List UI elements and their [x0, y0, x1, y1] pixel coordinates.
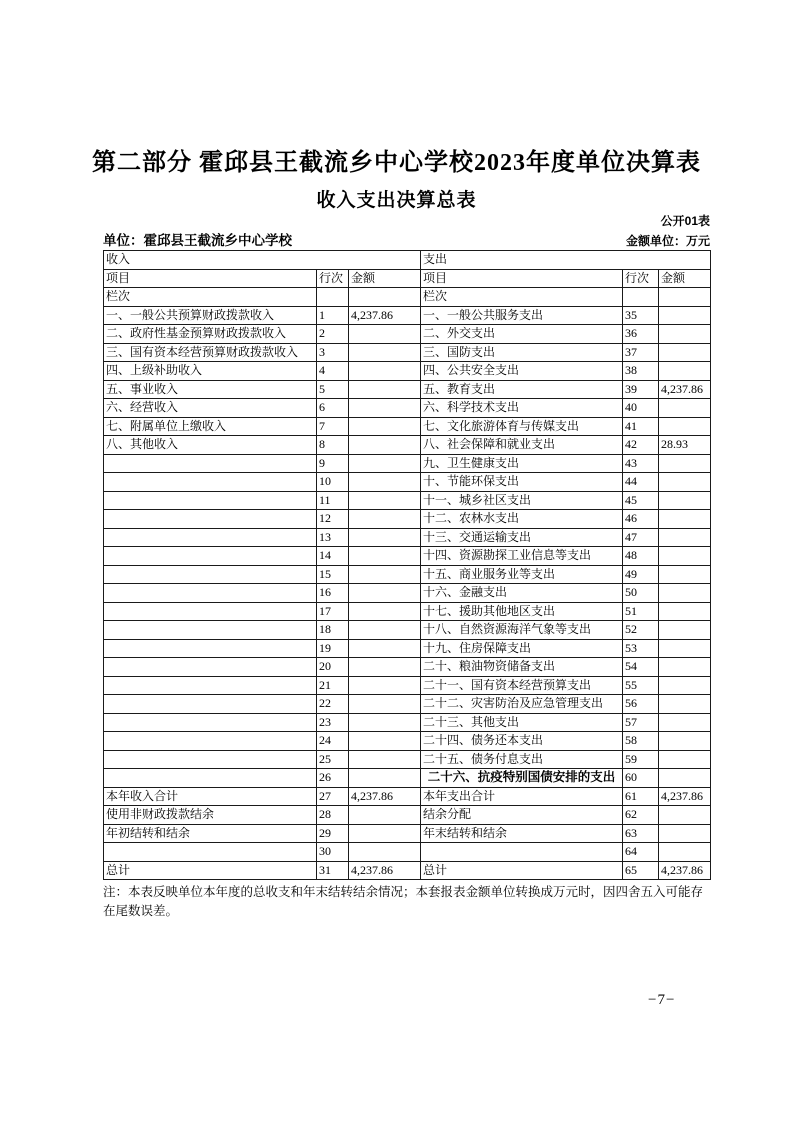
expense-line-cell: 56: [623, 695, 659, 714]
table-row: [104, 454, 711, 473]
table-row: [104, 325, 711, 344]
table-body: [104, 306, 711, 880]
income-line-cell: 7: [317, 417, 349, 436]
expense-amount-cell: [659, 454, 711, 473]
income-item-cell: 一、一般公共预算财政拨款收入: [104, 306, 317, 325]
expense-amount-cell: [659, 473, 711, 492]
income-item-cell: [104, 547, 317, 566]
unit-name: 单位：霍邱县王截流乡中心学校: [103, 233, 292, 248]
income-amount-cell: [349, 584, 421, 603]
expense-line-cell: 38: [623, 362, 659, 381]
income-line-cell: 22: [317, 695, 349, 714]
table-row: [104, 547, 711, 566]
income-item-cell: [104, 843, 317, 862]
income-item-cell: 四、上级补助收入: [104, 362, 317, 381]
expense-item-header: 项目: [421, 269, 623, 288]
expense-amount-cell: [659, 713, 711, 732]
income-line-cell: 10: [317, 473, 349, 492]
page-number: −7−: [648, 992, 676, 1008]
income-amount-cell: [349, 491, 421, 510]
expense-amount-cell: [659, 510, 711, 529]
footnote: 注：本表反映单位本年度的总收支和年末结转结余情况；本套报表金额单位转换成万元时，因四舍五入可能存在尾数误差。: [103, 885, 704, 918]
income-item-cell: 五、事业收入: [104, 380, 317, 399]
table-row: [104, 380, 711, 399]
income-amount-cell: [349, 565, 421, 584]
table-row: [104, 713, 711, 732]
expense-amount-cell: [659, 732, 711, 751]
table-row: [104, 510, 711, 529]
income-amount-cell: [349, 621, 421, 640]
income-line-cell: 19: [317, 639, 349, 658]
expense-item-cell: 总计: [421, 861, 623, 880]
table-code: 公开01表: [660, 214, 710, 228]
expense-line-cell: 53: [623, 639, 659, 658]
income-line-cell: 5: [317, 380, 349, 399]
expense-amount-cell: [659, 750, 711, 769]
expense-amount-cell: [659, 843, 711, 862]
income-amount-cell: [349, 473, 421, 492]
expense-amount-cell: [659, 491, 711, 510]
income-item-cell: [104, 510, 317, 529]
income-item-cell: [104, 639, 317, 658]
expense-line-cell: 39: [623, 380, 659, 399]
table-row: [104, 658, 711, 677]
expense-item-cell: 二十四、债务还本支出: [421, 732, 623, 751]
income-amount-cell: 4,237.86: [349, 306, 421, 325]
table-row: [104, 473, 711, 492]
income-band-line-cell: [317, 288, 349, 307]
income-band-label: 栏次: [104, 288, 317, 307]
table-row: [104, 787, 711, 806]
expense-line-cell: 48: [623, 547, 659, 566]
expense-item-cell: 十九、住房保障支出: [421, 639, 623, 658]
expense-amount-cell: [659, 325, 711, 344]
expense-item-cell: 四、公共安全支出: [421, 362, 623, 381]
income-item-cell: 三、国有资本经营预算财政拨款收入: [104, 343, 317, 362]
page-title: 第二部分 霍邱县王截流乡中心学校2023年度单位决算表: [92, 150, 701, 176]
expense-item-cell: 七、文化旅游体育与传媒支出: [421, 417, 623, 436]
expense-item-cell: 二十、粮油物资储备支出: [421, 658, 623, 677]
expense-line-cell: 59: [623, 750, 659, 769]
expense-item-cell: 一、一般公共服务支出: [421, 306, 623, 325]
expense-line-cell: 55: [623, 676, 659, 695]
expense-item-cell: 六、科学技术支出: [421, 399, 623, 418]
income-item-header: 项目: [104, 269, 317, 288]
table-row: [104, 676, 711, 695]
income-amount-cell: [349, 399, 421, 418]
income-item-cell: [104, 658, 317, 677]
table-subtitle: 收入支出决算总表: [316, 190, 477, 211]
income-amount-cell: [349, 362, 421, 381]
expense-amount-cell: [659, 547, 711, 566]
expense-line-cell: 63: [623, 824, 659, 843]
income-item-cell: [104, 769, 317, 788]
expense-item-cell: 五、教育支出: [421, 380, 623, 399]
expense-line-cell: 37: [623, 343, 659, 362]
expense-line-cell: 50: [623, 584, 659, 603]
income-item-cell: 七、附属单位上缴收入: [104, 417, 317, 436]
income-item-cell: [104, 491, 317, 510]
table-row: [104, 824, 711, 843]
income-amount-cell: [349, 547, 421, 566]
expense-item-cell: 八、社会保障和就业支出: [421, 436, 623, 455]
income-line-cell: 16: [317, 584, 349, 603]
expense-line-cell: 43: [623, 454, 659, 473]
table-row: [104, 602, 711, 621]
income-line-cell: 25: [317, 750, 349, 769]
income-line-cell: 3: [317, 343, 349, 362]
expense-line-cell: 42: [623, 436, 659, 455]
expense-amount-cell: 4,237.86: [659, 380, 711, 399]
expense-amount-cell: [659, 658, 711, 677]
table-row: [104, 417, 711, 436]
expense-line-cell: 57: [623, 713, 659, 732]
table-row: [104, 621, 711, 640]
income-line-cell: 9: [317, 454, 349, 473]
table-row: [104, 343, 711, 362]
income-amount-cell: [349, 695, 421, 714]
income-item-cell: 使用非财政拨款结余: [104, 806, 317, 825]
expense-amount-cell: [659, 399, 711, 418]
income-amount-cell: [349, 658, 421, 677]
income-line-cell: 2: [317, 325, 349, 344]
income-line-cell: 27: [317, 787, 349, 806]
income-line-cell: 17: [317, 602, 349, 621]
expense-item-cell: 十八、自然资源海洋气象等支出: [421, 621, 623, 640]
table-row: [104, 843, 711, 862]
expense-band-label: 栏次: [421, 288, 623, 307]
expense-line-cell: 54: [623, 658, 659, 677]
income-item-cell: 六、经营收入: [104, 399, 317, 418]
table-row: [104, 528, 711, 547]
income-line-cell: 6: [317, 399, 349, 418]
income-item-cell: [104, 602, 317, 621]
income-line-cell: 29: [317, 824, 349, 843]
income-amount-cell: [349, 732, 421, 751]
income-line-cell: 14: [317, 547, 349, 566]
table-row: [104, 565, 711, 584]
income-item-cell: [104, 528, 317, 547]
income-item-cell: [104, 713, 317, 732]
table-row: [104, 584, 711, 603]
expense-item-cell: 二十一、国有资本经营预算支出: [421, 676, 623, 695]
table-row: [104, 861, 711, 880]
expense-amount-cell: [659, 602, 711, 621]
income-amount-cell: [349, 454, 421, 473]
income-amount-cell: [349, 602, 421, 621]
income-amount-cell: 4,237.86: [349, 861, 421, 880]
expense-item-cell: 二十六、抗疫特别国债安排的支出: [421, 769, 623, 788]
expense-line-cell: 36: [623, 325, 659, 344]
expense-amount-cell: [659, 306, 711, 325]
table-row: [104, 399, 711, 418]
expense-line-cell: 35: [623, 306, 659, 325]
expense-line-cell: 49: [623, 565, 659, 584]
income-amount-cell: [349, 639, 421, 658]
meta-row: [103, 229, 710, 249]
expense-line-cell: 46: [623, 510, 659, 529]
income-amount-header: 金额: [349, 269, 421, 288]
section-header-row: [104, 251, 711, 270]
income-band-amount-cell: [349, 288, 421, 307]
income-line-cell: 12: [317, 510, 349, 529]
expense-item-cell: 十二、农林水支出: [421, 510, 623, 529]
income-line-header: 行次: [317, 269, 349, 288]
expense-item-cell: 十四、资源勘探工业信息等支出: [421, 547, 623, 566]
expense-amount-cell: 28.93: [659, 436, 711, 455]
income-amount-cell: [349, 325, 421, 344]
expense-amount-cell: 4,237.86: [659, 861, 711, 880]
expense-line-cell: 61: [623, 787, 659, 806]
income-line-cell: 28: [317, 806, 349, 825]
income-amount-cell: [349, 676, 421, 695]
expense-band-amount-cell: [659, 288, 711, 307]
expense-item-cell: 十六、金融支出: [421, 584, 623, 603]
expense-item-cell: 二十三、其他支出: [421, 713, 623, 732]
income-amount-cell: [349, 528, 421, 547]
expense-amount-cell: [659, 621, 711, 640]
income-item-cell: [104, 584, 317, 603]
table-row: [104, 491, 711, 510]
income-item-cell: 本年收入合计: [104, 787, 317, 806]
income-item-cell: [104, 621, 317, 640]
expense-amount-cell: [659, 584, 711, 603]
expense-line-cell: 64: [623, 843, 659, 862]
expense-line-cell: 47: [623, 528, 659, 547]
table-row: [104, 436, 711, 455]
income-item-cell: 年初结转和结余: [104, 824, 317, 843]
expense-amount-cell: [659, 639, 711, 658]
income-line-cell: 23: [317, 713, 349, 732]
income-line-cell: 1: [317, 306, 349, 325]
income-amount-cell: [349, 380, 421, 399]
final-accounts-table: [103, 250, 711, 880]
income-line-cell: 4: [317, 362, 349, 381]
income-item-cell: [104, 454, 317, 473]
expense-amount-cell: [659, 528, 711, 547]
expense-item-cell: 十三、交通运输支出: [421, 528, 623, 547]
table-row: [104, 695, 711, 714]
income-amount-cell: [349, 750, 421, 769]
expense-item-cell: 十一、城乡社区支出: [421, 491, 623, 510]
expense-line-cell: 45: [623, 491, 659, 510]
table-row: [104, 750, 711, 769]
table-row: [104, 639, 711, 658]
expense-item-cell: 本年支出合计: [421, 787, 623, 806]
expense-amount-cell: [659, 362, 711, 381]
expense-item-cell: 二十二、灾害防治及应急管理支出: [421, 695, 623, 714]
income-line-cell: 15: [317, 565, 349, 584]
income-item-cell: [104, 676, 317, 695]
expense-amount-cell: [659, 343, 711, 362]
income-item-cell: [104, 473, 317, 492]
expense-amount-cell: [659, 695, 711, 714]
income-line-cell: 24: [317, 732, 349, 751]
expense-amount-cell: [659, 417, 711, 436]
expense-amount-cell: 4,237.86: [659, 787, 711, 806]
income-line-cell: 11: [317, 491, 349, 510]
income-amount-cell: [349, 343, 421, 362]
income-amount-cell: [349, 713, 421, 732]
income-amount-cell: [349, 510, 421, 529]
table-row: [104, 306, 711, 325]
expense-amount-cell: [659, 806, 711, 825]
income-item-cell: 总计: [104, 861, 317, 880]
income-amount-cell: [349, 824, 421, 843]
expense-line-cell: 58: [623, 732, 659, 751]
income-line-cell: 30: [317, 843, 349, 862]
expense-amount-header: 金额: [659, 269, 711, 288]
income-line-cell: 13: [317, 528, 349, 547]
expense-line-cell: 41: [623, 417, 659, 436]
band-row: [104, 288, 711, 307]
income-item-cell: [104, 565, 317, 584]
income-section-header: 收入: [104, 251, 421, 270]
expense-amount-cell: [659, 676, 711, 695]
expense-item-cell: 年末结转和结余: [421, 824, 623, 843]
expense-section-header: 支出: [421, 251, 711, 270]
income-amount-cell: [349, 417, 421, 436]
expense-line-cell: 60: [623, 769, 659, 788]
income-item-cell: 八、其他收入: [104, 436, 317, 455]
income-amount-cell: [349, 806, 421, 825]
expense-band-line-cell: [623, 288, 659, 307]
income-item-cell: [104, 732, 317, 751]
expense-amount-cell: [659, 824, 711, 843]
expense-line-cell: 52: [623, 621, 659, 640]
expense-line-header: 行次: [623, 269, 659, 288]
expense-line-cell: 62: [623, 806, 659, 825]
expense-item-cell: 十五、商业服务业等支出: [421, 565, 623, 584]
income-line-cell: 18: [317, 621, 349, 640]
expense-line-cell: 65: [623, 861, 659, 880]
expense-item-cell: 十七、援助其他地区支出: [421, 602, 623, 621]
income-amount-cell: [349, 769, 421, 788]
income-line-cell: 8: [317, 436, 349, 455]
expense-item-cell: 三、国防支出: [421, 343, 623, 362]
expense-item-cell: 九、卫生健康支出: [421, 454, 623, 473]
expense-line-cell: 51: [623, 602, 659, 621]
income-item-cell: [104, 695, 317, 714]
expense-item-cell: 结余分配: [421, 806, 623, 825]
income-line-cell: 26: [317, 769, 349, 788]
column-header-row: [104, 269, 711, 288]
income-line-cell: 31: [317, 861, 349, 880]
table-row: [104, 769, 711, 788]
expense-item-cell: 十、节能环保支出: [421, 473, 623, 492]
income-item-cell: [104, 750, 317, 769]
income-amount-cell: 4,237.86: [349, 787, 421, 806]
expense-item-cell: 二十五、债务付息支出: [421, 750, 623, 769]
expense-amount-cell: [659, 565, 711, 584]
table-row: [104, 732, 711, 751]
expense-item-cell: [421, 843, 623, 862]
income-item-cell: 二、政府性基金预算财政拨款收入: [104, 325, 317, 344]
expense-amount-cell: [659, 769, 711, 788]
income-line-cell: 20: [317, 658, 349, 677]
table-row: [104, 806, 711, 825]
expense-item-cell: 二、外交支出: [421, 325, 623, 344]
amount-unit: 金额单位：万元: [625, 234, 710, 248]
income-amount-cell: [349, 843, 421, 862]
expense-line-cell: 44: [623, 473, 659, 492]
expense-line-cell: 40: [623, 399, 659, 418]
income-line-cell: 21: [317, 676, 349, 695]
income-amount-cell: [349, 436, 421, 455]
table-row: [104, 362, 711, 381]
